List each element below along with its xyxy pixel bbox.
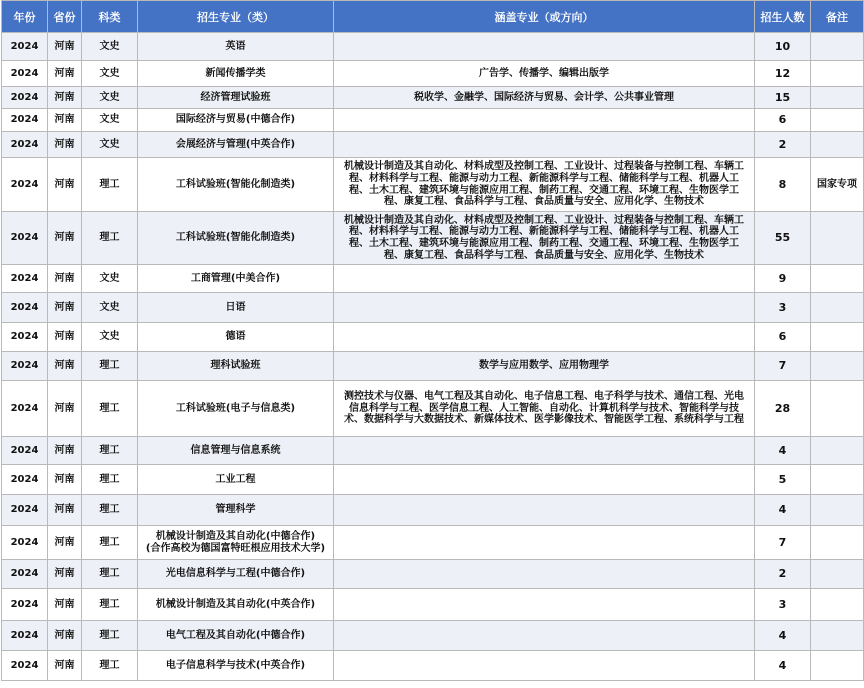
cell-category: 文史	[82, 109, 138, 132]
cell-note	[811, 61, 864, 87]
cell-category: 文史	[82, 265, 138, 293]
table-row	[2, 212, 864, 265]
cell-scope	[334, 560, 755, 589]
cell-year: 2024	[2, 621, 48, 651]
cell-count: 9	[755, 265, 811, 293]
cell-scope: 税收学、金融学、国际经济与贸易、会计学、公共事业管理	[334, 87, 755, 109]
cell-year: 2024	[2, 465, 48, 495]
table-body	[2, 33, 864, 681]
cell-scope	[334, 526, 755, 560]
cell-major: 国际经济与贸易(中德合作)	[138, 109, 334, 132]
cell-province: 河南	[48, 381, 82, 437]
table-row	[2, 33, 864, 61]
cell-scope	[334, 265, 755, 293]
table-row	[2, 352, 864, 381]
cell-count: 4	[755, 651, 811, 681]
cell-scope: 测控技术与仪器、电气工程及其自动化、电子信息工程、电子科学与技术、通信工程、光电信息科学与工程、医学信息工程、人工智能、自动化、计算机科学与技术、智能科学与技术、数据科学与大数据技术、新媒体技术、医学影像技术、智能医学工程、系统科学与工程	[334, 381, 755, 437]
cell-year: 2024	[2, 109, 48, 132]
cell-province: 河南	[48, 465, 82, 495]
table-row	[2, 651, 864, 681]
cell-major: 光电信息科学与工程(中德合作)	[138, 560, 334, 589]
cell-count: 6	[755, 323, 811, 352]
cell-year: 2024	[2, 212, 48, 265]
cell-category: 文史	[82, 87, 138, 109]
cell-count: 4	[755, 621, 811, 651]
cell-count: 8	[755, 158, 811, 212]
cell-note	[811, 621, 864, 651]
cell-scope	[334, 293, 755, 323]
cell-category: 理工	[82, 651, 138, 681]
cell-province: 河南	[48, 495, 82, 526]
cell-year: 2024	[2, 132, 48, 158]
cell-count: 5	[755, 465, 811, 495]
table-row	[2, 437, 864, 465]
cell-major: 管理科学	[138, 495, 334, 526]
cell-province: 河南	[48, 33, 82, 61]
cell-category: 理工	[82, 437, 138, 465]
cell-note	[811, 465, 864, 495]
cell-major: 工商管理(中美合作)	[138, 265, 334, 293]
cell-count: 15	[755, 87, 811, 109]
cell-note	[811, 293, 864, 323]
cell-major: 英语	[138, 33, 334, 61]
table-row	[2, 323, 864, 352]
cell-count: 3	[755, 293, 811, 323]
cell-major: 会展经济与管理(中英合作)	[138, 132, 334, 158]
cell-category: 理工	[82, 465, 138, 495]
table-row	[2, 621, 864, 651]
cell-major: 工科试验班(电子与信息类)	[138, 381, 334, 437]
cell-major: 德语	[138, 323, 334, 352]
cell-note: 国家专项	[811, 158, 864, 212]
cell-note	[811, 109, 864, 132]
cell-major: 电子信息科学与技术(中英合作)	[138, 651, 334, 681]
table-row	[2, 293, 864, 323]
cell-note	[811, 560, 864, 589]
table-row	[2, 61, 864, 87]
cell-category: 理工	[82, 526, 138, 560]
cell-year: 2024	[2, 293, 48, 323]
cell-category: 理工	[82, 589, 138, 621]
cell-major: 工业工程	[138, 465, 334, 495]
cell-major: 机械设计制造及其自动化(中德合作) (合作高校为德国富特旺根应用技术大学)	[138, 526, 334, 560]
admissions-table	[1, 0, 864, 681]
cell-note	[811, 437, 864, 465]
table-row	[2, 381, 864, 437]
cell-year: 2024	[2, 437, 48, 465]
cell-count: 10	[755, 33, 811, 61]
cell-category: 文史	[82, 33, 138, 61]
header-note: 备注	[811, 1, 864, 33]
cell-note	[811, 265, 864, 293]
table-row	[2, 495, 864, 526]
cell-major: 经济管理试验班	[138, 87, 334, 109]
header-major: 招生专业（类）	[138, 1, 334, 33]
cell-major: 工科试验班(智能化制造类)	[138, 212, 334, 265]
table-row	[2, 465, 864, 495]
cell-category: 文史	[82, 293, 138, 323]
cell-province: 河南	[48, 212, 82, 265]
cell-scope	[334, 323, 755, 352]
header-year: 年份	[2, 1, 48, 33]
cell-major: 机械设计制造及其自动化(中英合作)	[138, 589, 334, 621]
cell-province: 河南	[48, 61, 82, 87]
cell-note	[811, 87, 864, 109]
cell-count: 12	[755, 61, 811, 87]
cell-note	[811, 323, 864, 352]
cell-province: 河南	[48, 589, 82, 621]
table-row	[2, 109, 864, 132]
cell-note	[811, 589, 864, 621]
cell-scope	[334, 465, 755, 495]
cell-major: 新闻传播学类	[138, 61, 334, 87]
cell-category: 理工	[82, 381, 138, 437]
cell-province: 河南	[48, 651, 82, 681]
cell-province: 河南	[48, 621, 82, 651]
cell-category: 理工	[82, 495, 138, 526]
cell-category: 理工	[82, 212, 138, 265]
cell-category: 文史	[82, 323, 138, 352]
table-row	[2, 87, 864, 109]
cell-scope: 广告学、传播学、编辑出版学	[334, 61, 755, 87]
cell-scope	[334, 495, 755, 526]
cell-scope	[334, 132, 755, 158]
cell-major: 信息管理与信息系统	[138, 437, 334, 465]
table-row	[2, 526, 864, 560]
cell-note	[811, 33, 864, 61]
header-province: 省份	[48, 1, 82, 33]
cell-major: 电气工程及其自动化(中德合作)	[138, 621, 334, 651]
cell-scope: 机械设计制造及其自动化、材料成型及控制工程、工业设计、过程装备与控制工程、车辆工程、材料科学与工程、能源与动力工程、新能源科学与工程、储能科学与工程、机器人工程、土木工程、建筑环境与能源应用工程、制药工程、交通工程、环境工程、生物医学工程、康复工程、食品科学与工程、食品质量与安全、应用化学、生物技术	[334, 158, 755, 212]
cell-year: 2024	[2, 352, 48, 381]
cell-category: 理工	[82, 158, 138, 212]
cell-note	[811, 495, 864, 526]
cell-category: 理工	[82, 352, 138, 381]
header-row	[2, 1, 864, 33]
table-row	[2, 265, 864, 293]
cell-major: 日语	[138, 293, 334, 323]
cell-year: 2024	[2, 61, 48, 87]
cell-year: 2024	[2, 158, 48, 212]
cell-count: 7	[755, 352, 811, 381]
cell-province: 河南	[48, 158, 82, 212]
cell-province: 河南	[48, 323, 82, 352]
cell-scope	[334, 589, 755, 621]
cell-note	[811, 352, 864, 381]
cell-category: 理工	[82, 560, 138, 589]
cell-year: 2024	[2, 33, 48, 61]
cell-note	[811, 381, 864, 437]
cell-note	[811, 132, 864, 158]
cell-category: 文史	[82, 132, 138, 158]
cell-scope	[334, 621, 755, 651]
cell-count: 7	[755, 526, 811, 560]
cell-scope: 数学与应用数学、应用物理学	[334, 352, 755, 381]
cell-province: 河南	[48, 265, 82, 293]
cell-count: 28	[755, 381, 811, 437]
table-row	[2, 560, 864, 589]
cell-year: 2024	[2, 526, 48, 560]
cell-year: 2024	[2, 381, 48, 437]
cell-year: 2024	[2, 589, 48, 621]
table-row	[2, 589, 864, 621]
cell-province: 河南	[48, 437, 82, 465]
cell-year: 2024	[2, 495, 48, 526]
cell-scope	[334, 109, 755, 132]
cell-note	[811, 651, 864, 681]
cell-major: 工科试验班(智能化制造类)	[138, 158, 334, 212]
header-count: 招生人数	[755, 1, 811, 33]
table-row	[2, 158, 864, 212]
cell-year: 2024	[2, 560, 48, 589]
cell-province: 河南	[48, 132, 82, 158]
cell-count: 2	[755, 132, 811, 158]
cell-count: 4	[755, 495, 811, 526]
cell-major: 理科试验班	[138, 352, 334, 381]
cell-year: 2024	[2, 323, 48, 352]
cell-province: 河南	[48, 109, 82, 132]
cell-count: 3	[755, 589, 811, 621]
cell-scope	[334, 437, 755, 465]
cell-province: 河南	[48, 352, 82, 381]
cell-count: 55	[755, 212, 811, 265]
cell-year: 2024	[2, 87, 48, 109]
cell-scope: 机械设计制造及其自动化、材料成型及控制工程、工业设计、过程装备与控制工程、车辆工程、材料科学与工程、能源与动力工程、新能源科学与工程、储能科学与工程、机器人工程、土木工程、建筑环境与能源应用工程、制药工程、交通工程、环境工程、生物医学工程、康复工程、食品科学与工程、食品质量与安全、应用化学、生物技术	[334, 212, 755, 265]
table-row	[2, 132, 864, 158]
cell-count: 2	[755, 560, 811, 589]
cell-category: 文史	[82, 61, 138, 87]
cell-year: 2024	[2, 651, 48, 681]
cell-year: 2024	[2, 265, 48, 293]
header-category: 科类	[82, 1, 138, 33]
cell-count: 4	[755, 437, 811, 465]
cell-note	[811, 212, 864, 265]
cell-scope	[334, 651, 755, 681]
cell-province: 河南	[48, 560, 82, 589]
cell-category: 理工	[82, 621, 138, 651]
cell-count: 6	[755, 109, 811, 132]
header-scope: 涵盖专业（或方向）	[334, 1, 755, 33]
cell-province: 河南	[48, 87, 82, 109]
cell-province: 河南	[48, 293, 82, 323]
cell-note	[811, 526, 864, 560]
cell-scope	[334, 33, 755, 61]
cell-province: 河南	[48, 526, 82, 560]
